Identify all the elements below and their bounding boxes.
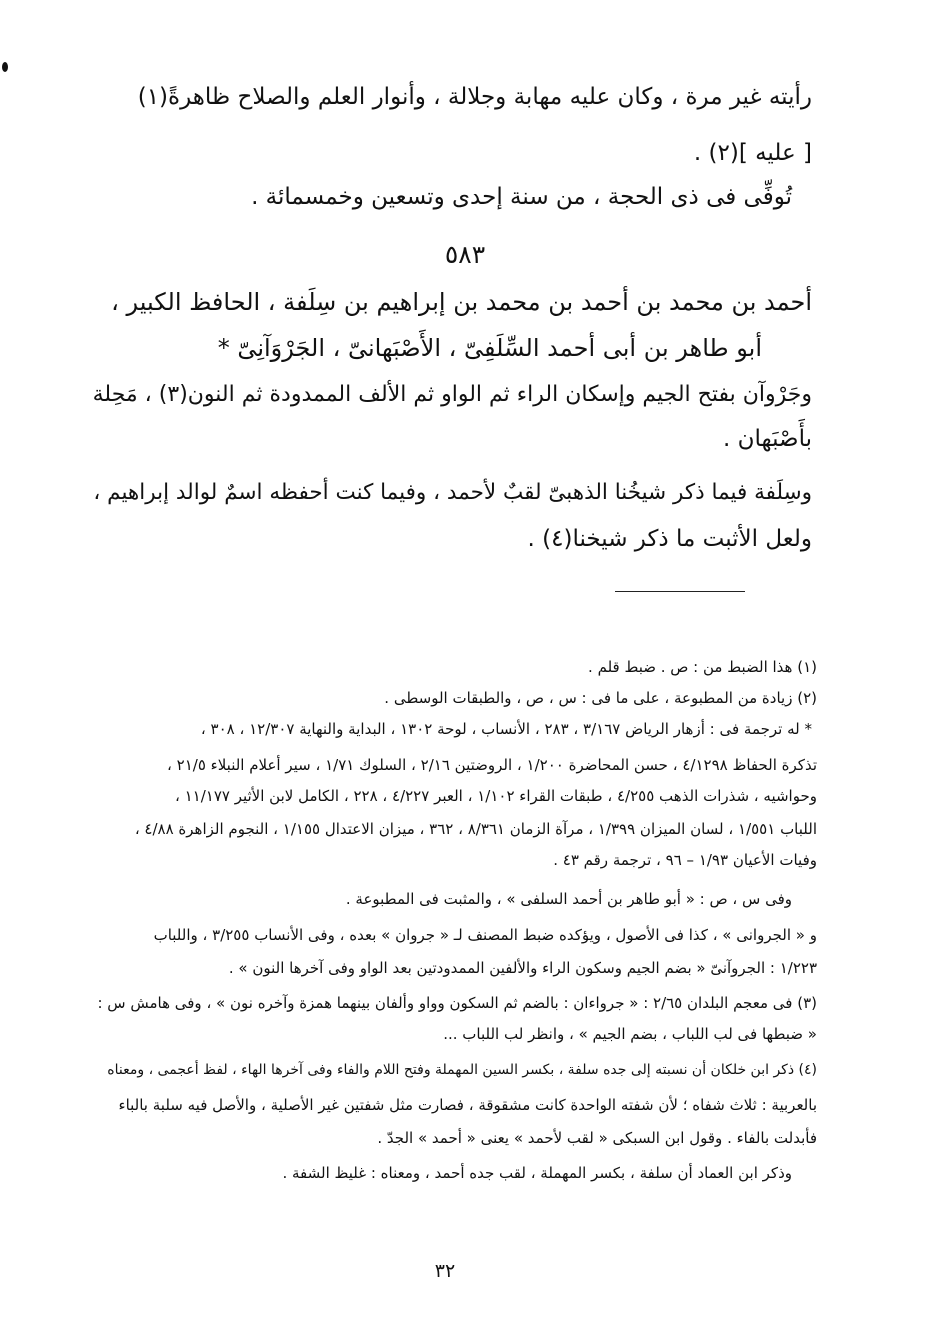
- biography-sources-line: * له ترجمة فى : أزهار الرياض ٣/١٦٧ ، ٢٨٣ ، الأنساب ، لوحة ١٣٠٢ ، البداية والنهاية ١٢/٣٠٧ ، ٣٠٨ ،: [200, 720, 812, 738]
- footnote-4-continued: وذكر ابن العماد أن سلفة ، بكسر المهملة ، لقب جده أحمد ، ومعناه : غليظ الشفة .: [282, 1164, 792, 1182]
- biography-sources-line: وفيات الأعيان ١/٩٣ – ٩٦ ، ترجمة رقم ٤٣ .: [553, 851, 817, 869]
- footnote-4: (٤) ذكر ابن خلكان أن نسبته إلى جده سلفة ، بكسر السين المهملة وفتح اللام والفاء وفى آخرها الهاء ، لفظ أعجمى ، ومعناه: [107, 1062, 817, 1078]
- footnote-4-continued: فأبدلت بالفاء . وقول ابن السبكى « لقب لأحمد » يعنى « أحمد » الجدّ .: [377, 1129, 817, 1147]
- body-line: وسِلَفة فيما ذكر شيخُنا الذهبىّ لقبٌ لأحمد ، وفيما كنت أحفظه اسمٌ لوالد إبراهيم ،: [93, 480, 812, 505]
- page-number: ٣٢: [434, 1260, 456, 1282]
- variant-note: وفى س ، ص : « أبو طاهر بن أحمد السلفى » ، والمثبت فى المطبوعة .: [345, 890, 792, 908]
- biography-sources-line: اللباب ١/٥٥١ ، لسان الميزان ١/٣٩٩ ، مرآة الزمان ٨/٣٦١ ، ٣٦٢ ، ميزان الاعتدال ١/١٥٥ ، النجوم الزاهرة ٤/٨٨ ،: [134, 820, 817, 838]
- biography-sources-line: تذكرة الحفاظ ٤/١٢٩٨ ، حسن المحاضرة ١/٢٠٠ ، الروضتين ٢/١٦ ، السلوك ١/٧١ ، سير أعلام النبلاء ٢١/٥ ،: [167, 756, 817, 774]
- variant-note: ١/٢٢٣ : الجروآنىّ « بضم الجيم وسكون الراء والألفين الممدودتين بعد الواو وفى آخرها النون » .: [228, 959, 817, 977]
- footnote-2: (٢) زيادة من المطبوعة ، على ما فى : س ، ص ، والطبقات الوسطى .: [384, 689, 817, 707]
- footnote-3: (٣) فى معجم البلدان ٢/٦٥ : « جرواءان : بالضم ثم السكون وواو وألفان بينهما همزة وآخره نون » ، وفى هامش س :: [97, 994, 817, 1012]
- text-line: رأيته غير مرة ، وكان عليه مهابة وجلالة ، وأنوار العلم والصلاح ظاهرةً(١): [137, 84, 812, 110]
- body-line: ولعل الأثبت ما ذكر شيخنا(٤) .: [527, 526, 812, 552]
- text-line: تُوفِّى فى ذى الحجة ، من سنة إحدى وتسعين وخمسمائة .: [251, 184, 792, 210]
- entry-name-line: أحمد بن محمد بن أحمد بن محمد بن إبراهيم بن سِلَفة ، الحافظ الكبير ،: [111, 288, 812, 316]
- variant-note: و « الجروانى » ، كذا فى الأصول ، ويؤكده ضبط المصنف لـ « جروان » بعده ، وفى الأنساب ٣/٢٥٥ ، واللباب: [153, 926, 817, 944]
- biography-sources-line: وحواشيه ، شذرات الذهب ٤/٢٥٥ ، طبقات القراء ١/١٠٢ ، العبر ٤/٢٢٧ ، ٢٢٨ ، الكامل لابن الأثير ١١/١٧٧ ،: [174, 787, 817, 805]
- body-line: بأَصْبَهان .: [722, 426, 812, 452]
- entry-name-line: أبو طاهر بن أبى أحمد السِّلَفِىّ ، الأَصْبَهانىّ ، الجَرْوَآنِىّ *: [217, 334, 762, 362]
- body-line: وجَرْوآن بفتح الجيم وإسكان الراء ثم الواو ثم الألف الممدودة ثم النون(٣) ، مَحِلة: [92, 382, 812, 407]
- footnote-1: (١) هذا الضبط من : ص . ضبط قلم .: [588, 658, 817, 676]
- footnote-separator: [615, 591, 745, 592]
- entry-number: ٥٨٣: [444, 240, 486, 269]
- text-line: [ عليه ](٢) .: [693, 140, 812, 166]
- footnote-3-continued: « ضبطها فى لب اللباب ، بضم الجيم » ، وانظر لب اللباب ...: [443, 1025, 817, 1043]
- footnote-4-continued: بالعربية : ثلاث شفاه ؛ لأن شفته الواحدة كانت مشقوقة ، فصارت مثل شفتين غير الأصلية ، والأصل فيه سلبة بالباء: [118, 1096, 817, 1114]
- scan-mark: [2, 62, 8, 72]
